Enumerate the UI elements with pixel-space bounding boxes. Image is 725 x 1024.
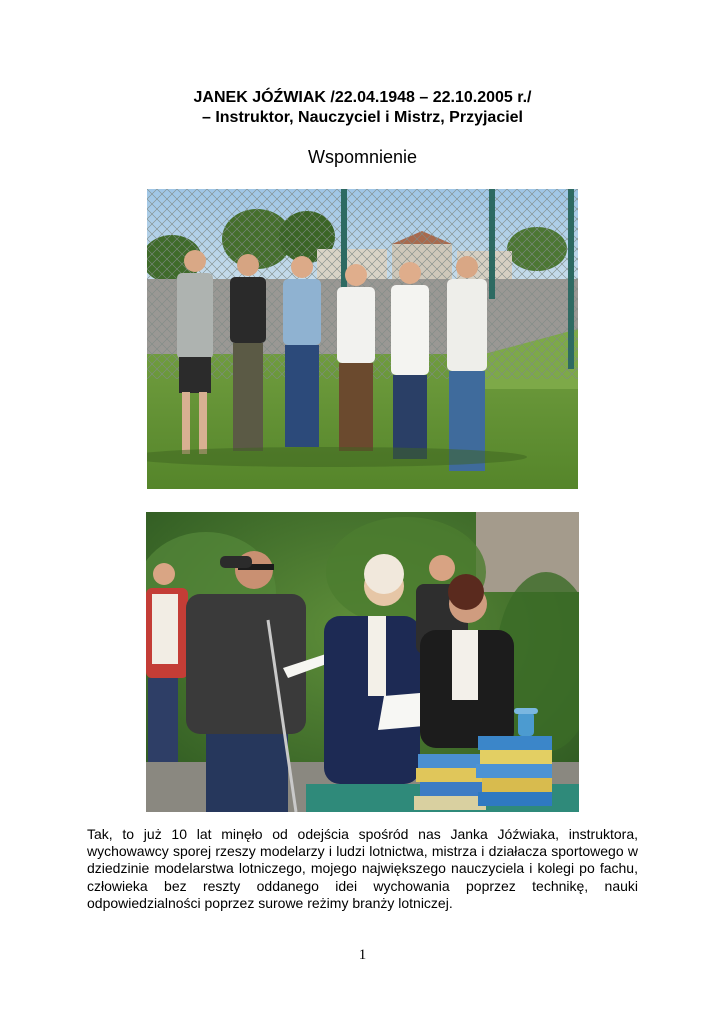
group-photo xyxy=(147,189,578,489)
page-number: 1 xyxy=(358,947,367,963)
document-title-line-1: JANEK JÓŹWIAK /22.04.1948 – 22.10.2005 r./ xyxy=(193,89,532,106)
group-photo-image xyxy=(147,189,578,489)
ceremony-photo-image xyxy=(146,512,579,812)
ceremony-photo xyxy=(146,512,579,812)
document-title-line-2: – Instruktor, Nauczyciel i Mistrz, Przyjaciel xyxy=(201,109,523,126)
memorial-paragraph: Tak, to już 10 lat minęło od odejścia spośród nas Janka Jóźwiaka, instruktora, wychowawcy sporej rzeszy modelarzy i ludzi lotnictwa, mistrza i działacza sportowego w dziedzinie modelarstwa lotniczego, mojego największego nauczyciela i kolegi po fachu, człowieka bez reszty oddanego idei wychowania poprzez technikę, nauki odpowiedzialności poprzez surowe reżimy branży lotniczej. xyxy=(87,826,638,911)
document-subtitle: Wspomnienie xyxy=(307,147,418,167)
